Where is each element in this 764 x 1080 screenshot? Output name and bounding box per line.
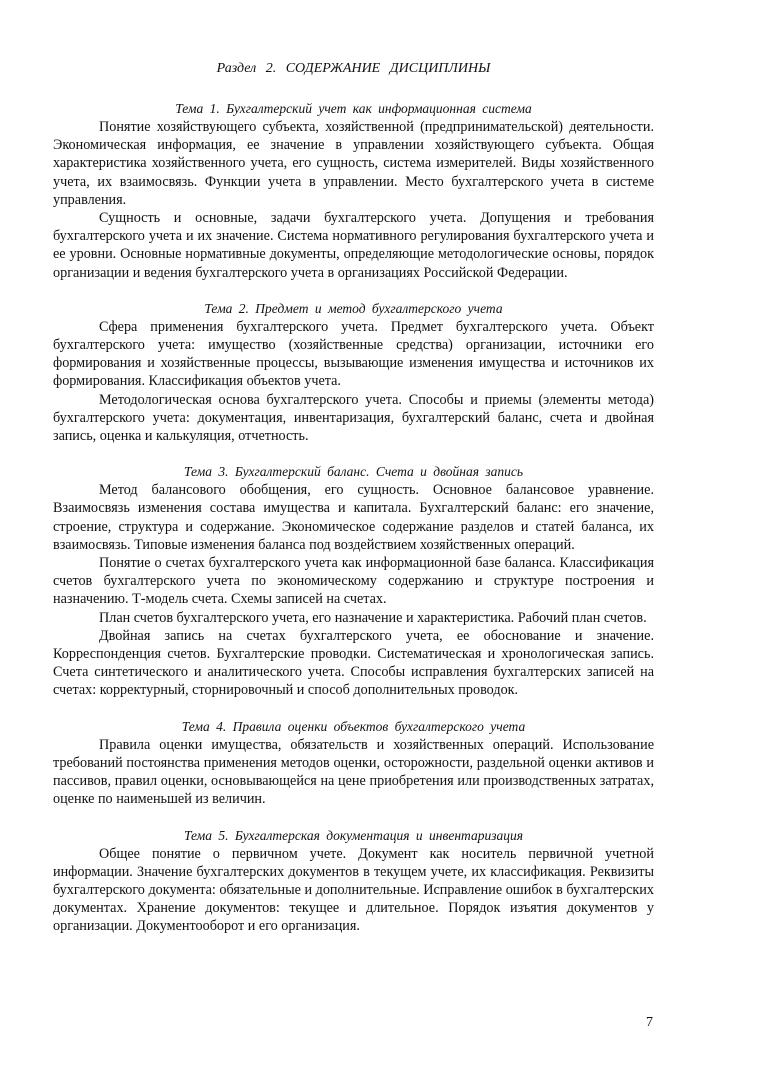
topic-4 [53,718,654,809]
topic-title: Тема 1. Бухгалтерский учет как информационная система [175,101,532,116]
page-number: 7 [646,1015,653,1030]
topic-title: Тема 3. Бухгалтерский баланс. Счета и двойная запись [183,464,524,480]
paragraph: Двойная запись на счетах бухгалтерского учета, ее обоснование и значение. Корреспонденция счетов. Бухгалтерские проводки. Систематическая и хронологическая запись. Счета синтетического и аналитического учета. Способы исправления бухгалтерских записей на счетах: корректурный, сторнировочный и способ дополнительных проводок. [53,627,654,699]
topic-title: Тема 4. Правила оценки объектов бухгалтерского учета [181,718,526,734]
section-title: Раздел 2. СОДЕРЖАНИЕ ДИСЦИПЛИНЫ [216,61,491,76]
document-page [53,60,654,954]
paragraph: Метод балансового обобщения, его сущность. Основное балансовое уравнение. Взаимосвязь изменения состава имущества и капитала. Бухгалтерский баланс: его значение, строение, структура и содержание. Экономическое содержание разделов и статей баланса, их взаимосвязь. Типовые изменения баланса под воздействием хозяйственных операций. [53,482,654,553]
paragraph: Методологическая основа бухгалтерского учета. Способы и приемы (элементы метода) бухгалтерского учета: документация, инвентаризация, бухгалтерский баланс, счета и двойная запись, оценка и калькуляция, отчетность. [53,391,654,445]
paragraph: Понятие хозяйствующего субъекта, хозяйственной (предпринимательской) деятельности. Экономическая информация, ее значение в управлении хозяйствующего субъекта. Общая характеристика хозяйственного учета, его сущность, система измерителей. Виды хозяйственного учета, их взаимосвязь. Функции учета в управлении. Место бухгалтерского учета в системе управления. [53,119,654,208]
paragraph: Сфера применения бухгалтерского учета. Предмет бухгалтерского учета. Объект бухгалтерского учета: имущество (хозяйственные средства) организации, источники его формирования и хозяйственные процессы, вызывающие изменения имущества и источников их формирования. Классификация объектов учета. [53,318,654,390]
paragraph: Сущность и основные, задачи бухгалтерского учета. Допущения и требования бухгалтерского учета и их значение. Система нормативного регулирования бухгалтерского учета и ее уровни. Основные нормативные документы, определяющие методологические основы, порядок организации и ведения бухгалтерского учета в организациях Российской Федерации. [53,210,654,281]
topic-title: Тема 2. Предмет и метод бухгалтерского учета [204,300,503,316]
topic-2 [53,300,654,445]
paragraph: План счетов бухгалтерского учета, его назначение и характеристика. Рабочий план счетов. [99,609,647,626]
topic-5 [53,827,654,936]
paragraph: Правила оценки имущества, обязательств и хозяйственных операций. Использование требований постоянства применения методов оценки, осторожности, раздельной оценки активов и пассивов, правил оценки, основывающейся на цене приобретения или производственных затратах, оценке по наименьшей из величин. [53,736,654,808]
topic-3 [53,463,654,699]
topic-1 [53,100,654,282]
paragraph: Общее понятие о первичном учете. Документ как носитель первичной учетной информации. Значение бухгалтерских документов в текущем учете, их классификация. Реквизиты бухгалтерского документа: обязательные и дополнительные. Исправление ошибок в бухгалтерских документах. Хранение документов: текущее и длительное. Порядок изъятия документов у организации. Документооборот и его организация. [53,845,654,935]
topic-title: Тема 5. Бухгалтерская документация и инвентаризация [183,827,524,843]
paragraph: Понятие о счетах бухгалтерского учета как информационной базе баланса. Классификация счетов бухгалтерского учета по экономическому содержанию и структуре построения и назначению. Т-модель счета. Схемы записей на счетах. [53,555,654,608]
